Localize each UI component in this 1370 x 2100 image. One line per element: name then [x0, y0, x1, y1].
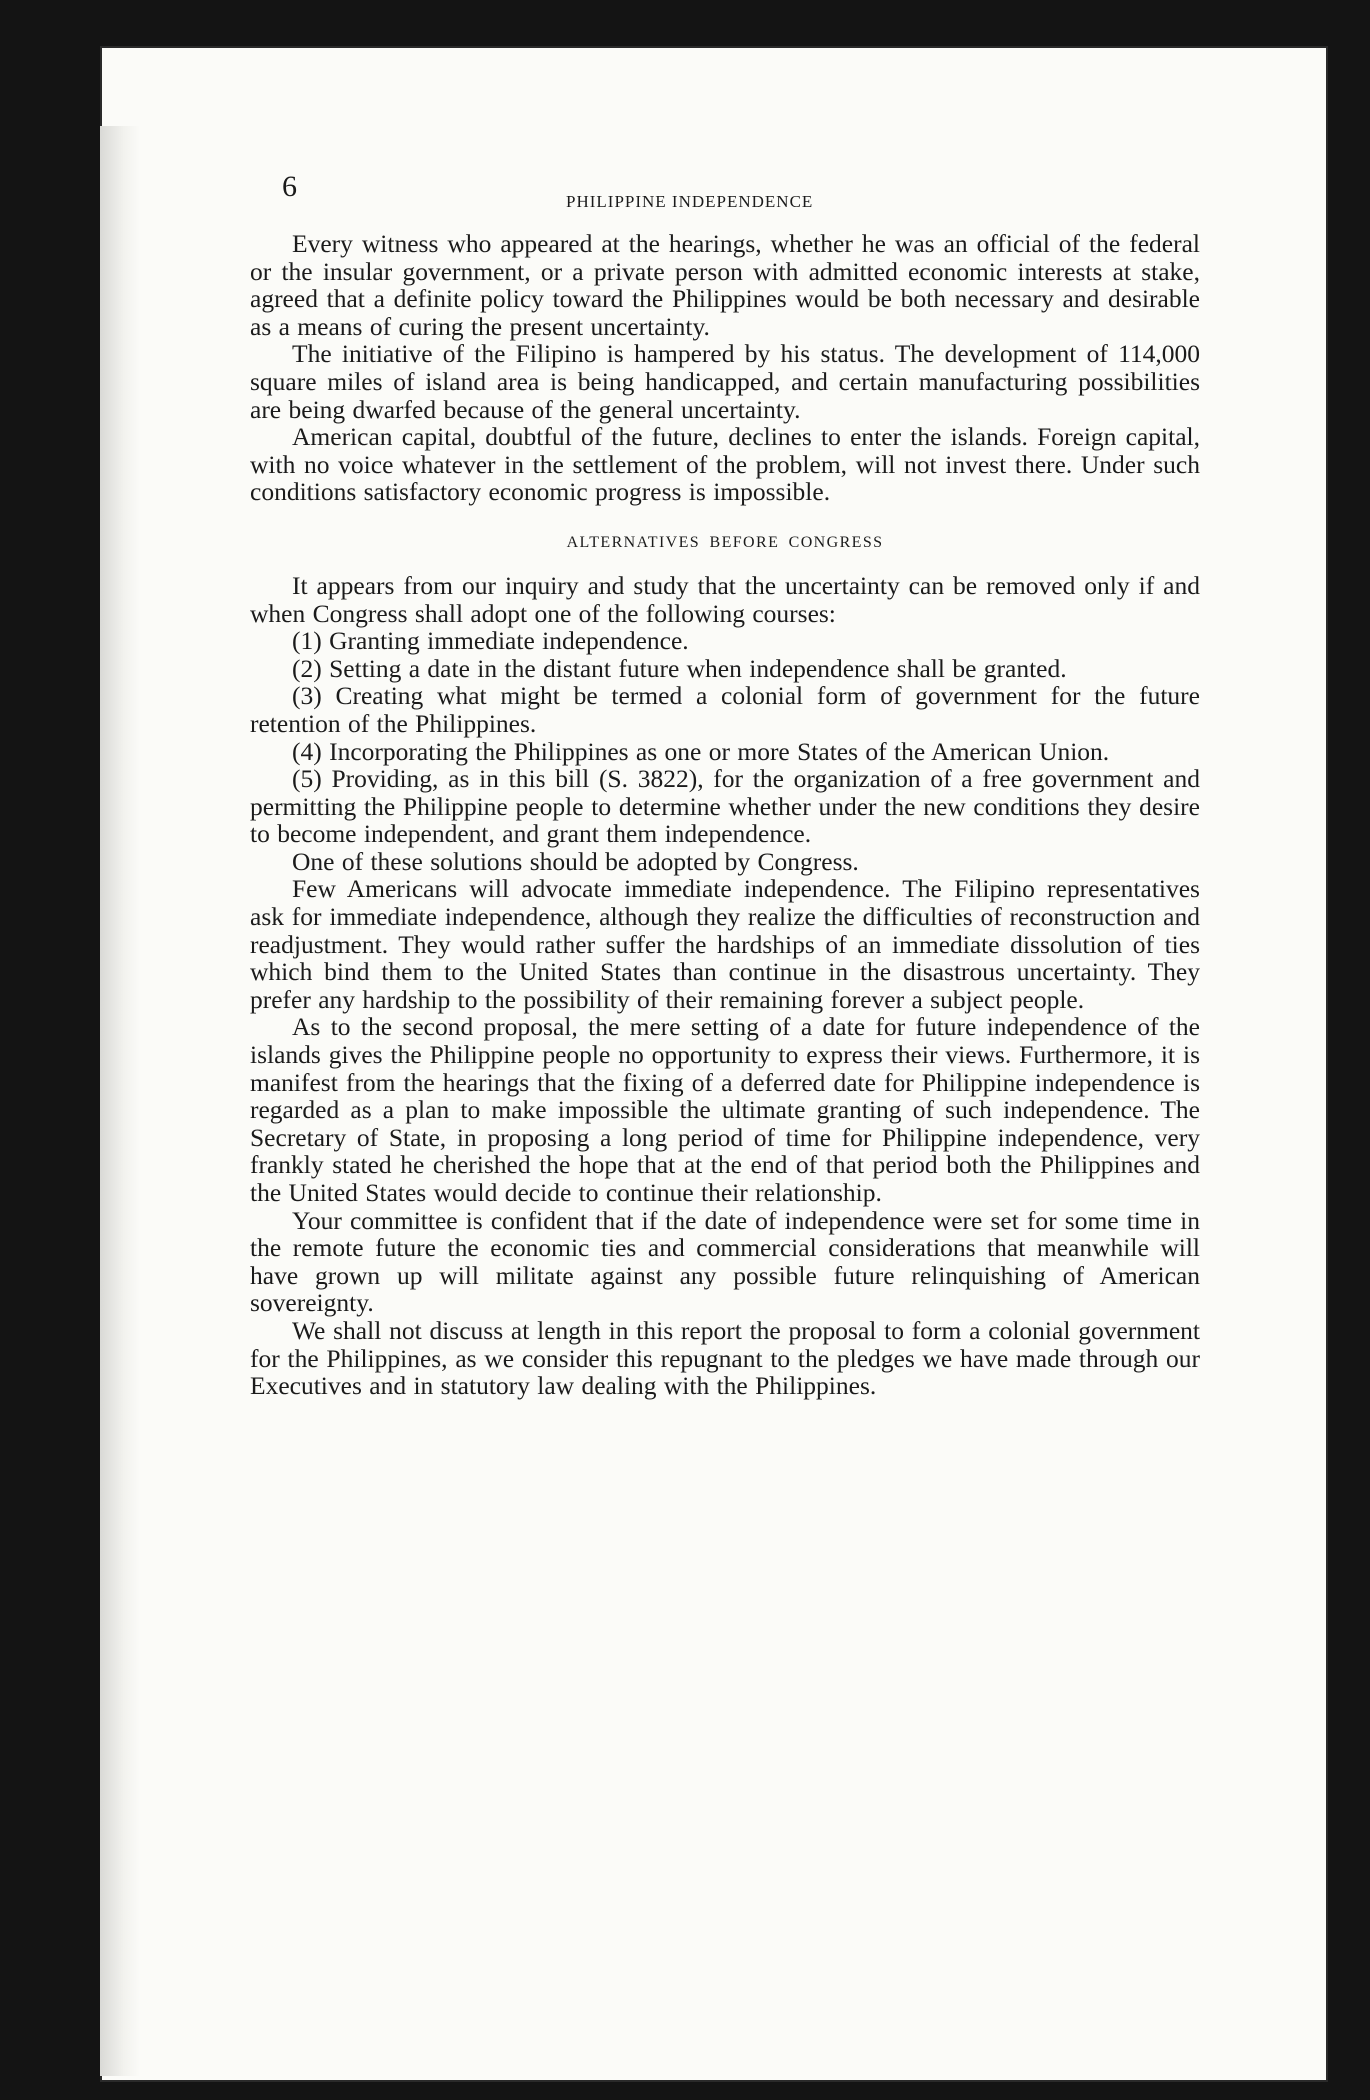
paragraph: As to the second proposal, the mere setting of a date for future independence of the islands gives the Philippine people no opportunity to express their views. Furthermore, it is manifest from the hearings that the fixing of a deferred date for Philippine independence is regarded as a plan to make impossible the ultimate granting of such independence. The Secretary of State, in proposing a long period of time for Philippine independence, very frankly stated he cherished the hope that at the end of that period both the Philippines and the United States would decide to continue their relationship. — [250, 1012, 1200, 1207]
paragraph: The initiative of the Filipino is hampered by his status. The development of 114,000 square miles of island area is being handicapped, and certain manufacturing possibilities are being dwarfed because of the general uncertainty. — [250, 339, 1200, 424]
page-header — [250, 170, 1200, 230]
paragraph: Your committee is confident that if the date of independence were set for some time in the remote future the economic ties and commercial considerations that meanwhile will have grown up will militate against any possible future relinquishing of American sovereignty. — [250, 1205, 1200, 1318]
course-item-3: (3) Creating what might be termed a colonial form of government for the future retention of the Philippines. — [250, 681, 1200, 738]
document-page — [250, 170, 1200, 1400]
paper-edge — [100, 126, 140, 2076]
paragraph: American capital, doubtful of the future, declines to enter the islands. Foreign capital, with no voice whatever in the settlement of the problem, will not invest there. Under such conditions satisfactory economic progress is impossible. — [250, 422, 1200, 507]
paragraph: It appears from our inquiry and study that the uncertainty can be removed only if and when Congress shall adopt one of the following courses: — [250, 570, 1200, 628]
paragraph: One of these solutions should be adopted by Congress. — [292, 846, 859, 876]
course-item-4: (4) Incorporating the Philippines as one or more States of the American Union. — [292, 736, 1110, 766]
course-item-5: (5) Providing, as in this bill (S. 3822), for the organization of a free government and permitting the Philippine people to determine whether under the new conditions they desire to become independent, and grant them independence. — [250, 764, 1200, 849]
paragraph: Every witness who appeared at the hearings, whether he was an official of the federal or the insular government, or a private person with admitted economic interests at stake, agreed that a definite policy toward the Philippines would be both necessary and desirable as a means of curing the present uncertainty. — [250, 229, 1200, 341]
course-item-1: (1) Granting immediate independence. — [292, 626, 689, 656]
course-item-2: (2) Setting a date in the distant future when independence shall be granted. — [292, 653, 1067, 683]
paragraph: Few Americans will advocate immediate independence. The Filipino representatives ask for immediate independence, although they realize the difficulties of reconstruction and readjustment. They would rather suffer the hardships of an immediate dissolution of ties which bind them to the United States than continue in the disastrous uncertainty. They prefer any hardship to the possibility of their remaining forever a subject people. — [250, 874, 1200, 1014]
running-head: PHILIPPINE INDEPENDENCE — [566, 192, 814, 211]
page-number: 6 — [282, 170, 297, 203]
section-heading: ALTERNATIVES BEFORE CONGRESS — [566, 533, 884, 551]
paragraph: We shall not discuss at length in this report the proposal to form a colonial government for the Philippines, as we consider this repugnant to the pledges we have made through our Executives and in statutory law dealing with the Philippines. — [250, 1315, 1200, 1401]
